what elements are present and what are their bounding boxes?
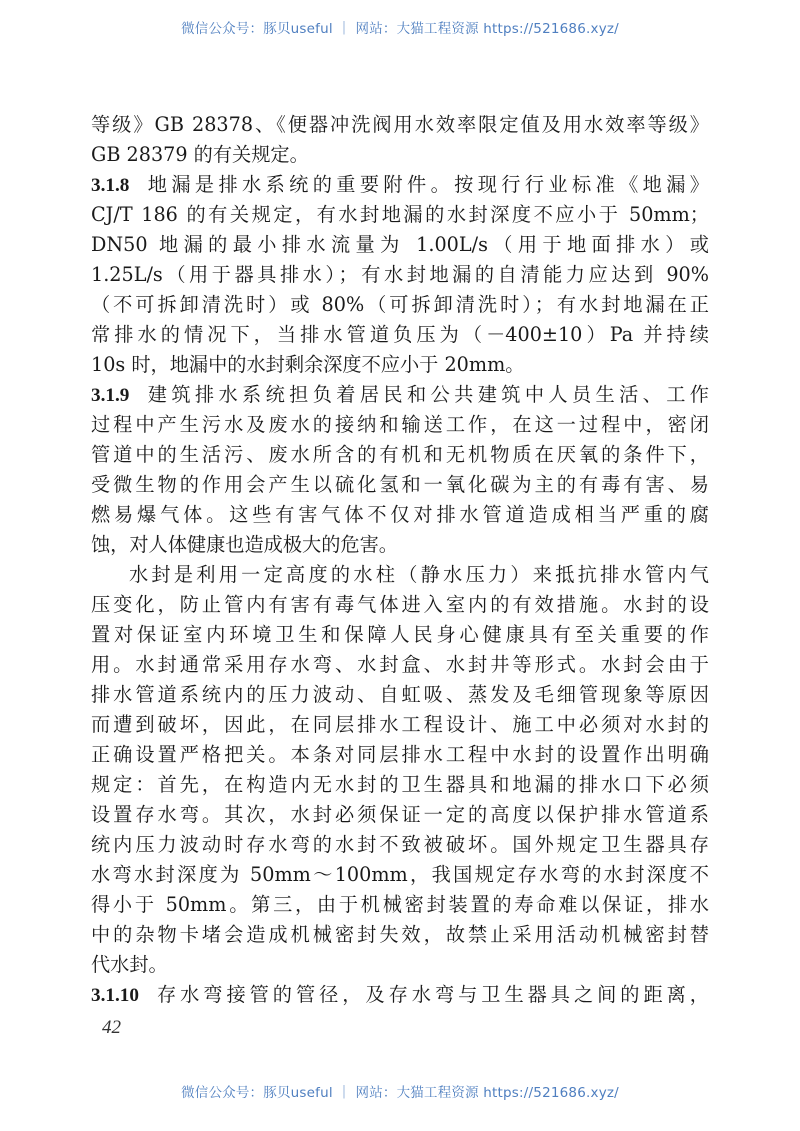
watermark-bottom: 微信公众号：豚贝useful ｜ 网站：大猫工程资源 https://521686.xyz/ bbox=[181, 1085, 619, 1101]
body-text-line bbox=[91, 500, 709, 530]
section-heading-line bbox=[91, 980, 709, 1010]
section-heading-line bbox=[91, 170, 709, 200]
line-text: 排水管道系统内的压力波动、自虹吸、蒸发及毛细管现象等原因 bbox=[91, 683, 709, 706]
section-number: 3.1.8 bbox=[91, 175, 130, 196]
section-number: 3.1.10 bbox=[91, 985, 139, 1006]
line-text: 中的杂物卡堵会造成机械密封失效，故禁止采用活动机械密封替 bbox=[91, 923, 709, 946]
body-text-line bbox=[91, 140, 709, 170]
body-text-line bbox=[91, 590, 709, 620]
line-text: 压变化，防止管内有害有毒气体进入室内的有效措施。水封的设 bbox=[91, 593, 709, 616]
body-text-line bbox=[91, 800, 709, 830]
line-text: 蚀，对人体健康也造成极大的危害。 bbox=[91, 533, 398, 556]
line-text: 统内压力波动时存水弯的水封不致被破坏。国外规定卫生器具存 bbox=[91, 833, 709, 856]
body-text-line bbox=[91, 200, 709, 230]
line-text: 置对保证室内环境卫生和保障人民身心健康具有至关重要的作 bbox=[91, 623, 709, 646]
body-text-line bbox=[91, 740, 709, 770]
body-text-line bbox=[91, 110, 709, 140]
body-text-line bbox=[91, 260, 709, 290]
body-text-line bbox=[91, 620, 709, 650]
line-text: GB 28379 的有关规定。 bbox=[91, 143, 309, 166]
line-text: 地漏是排水系统的重要附件。按现行行业标准《地漏》 bbox=[143, 173, 709, 196]
body-text-line bbox=[91, 560, 709, 590]
line-text: 得小于 50mm。第三，由于机械密封装置的寿命难以保证，排水 bbox=[91, 893, 709, 916]
section-heading-line bbox=[91, 380, 709, 410]
body-text-line bbox=[91, 890, 709, 920]
line-text: 水封是利用一定高度的水柱（静水压力）来抵抗排水管内气 bbox=[129, 563, 709, 586]
line-text: 代水封。 bbox=[91, 953, 168, 976]
line-text: 用。水封通常采用存水弯、水封盒、水封井等形式。水封会由于 bbox=[91, 653, 709, 676]
line-text: （不可拆卸清洗时）或 80%（可拆卸清洗时）；有水封地漏在正 bbox=[91, 293, 709, 316]
line-text: 受微生物的作用会产生以硫化氢和一氧化碳为主的有毒有害、易 bbox=[91, 473, 709, 496]
body-text-line bbox=[91, 320, 709, 350]
body-text-line bbox=[91, 350, 709, 380]
watermark-top: 微信公众号：豚贝useful ｜ 网站：大猫工程资源 https://521686.xyz/ bbox=[181, 21, 619, 37]
section-number: 3.1.9 bbox=[91, 385, 130, 406]
body-text-line bbox=[91, 440, 709, 470]
line-text: 存水弯接管的管径，及存水弯与卫生器具之间的距离， bbox=[152, 983, 709, 1006]
line-text: 而遭到破坏，因此，在同层排水工程设计、施工中必须对水封的 bbox=[91, 713, 709, 736]
body-text-line bbox=[91, 410, 709, 440]
body-text-line bbox=[91, 920, 709, 950]
body-text-line bbox=[91, 950, 709, 980]
body-text-line bbox=[91, 830, 709, 860]
body-text-line bbox=[91, 650, 709, 680]
page-number: 42 bbox=[102, 1017, 121, 1038]
body-text-line bbox=[91, 230, 709, 260]
body-text-line bbox=[91, 770, 709, 800]
line-text: CJ/T 186 的有关规定，有水封地漏的水封深度不应小于 50mm； bbox=[91, 203, 709, 226]
line-text: 燃易爆气体。这些有害气体不仅对排水管道造成相当严重的腐 bbox=[91, 503, 709, 526]
body-text-line bbox=[91, 530, 709, 560]
line-text: 设置存水弯。其次，水封必须保证一定的高度以保护排水管道系 bbox=[91, 803, 709, 826]
body-text-line bbox=[91, 290, 709, 320]
line-text: 正确设置严格把关。本条对同层排水工程中水封的设置作出明确 bbox=[91, 743, 709, 766]
line-text: 10s 时，地漏中的水封剩余深度不应小于 20mm。 bbox=[91, 353, 525, 376]
line-text: 水弯水封深度为 50mm～100mm，我国规定存水弯的水封深度不 bbox=[91, 863, 709, 886]
body-text-line bbox=[91, 860, 709, 890]
line-text: 1.25L/s（用于器具排水）；有水封地漏的自清能力应达到 90% bbox=[91, 263, 709, 286]
line-text: DN50 地漏的最小排水流量为 1.00L/s（用于地面排水）或 bbox=[91, 233, 709, 256]
body-text-line bbox=[91, 680, 709, 710]
body-text-line bbox=[91, 710, 709, 740]
line-text: 过程中产生污水及废水的接纳和输送工作，在这一过程中，密闭 bbox=[91, 413, 709, 436]
line-text: 规定：首先，在构造内无水封的卫生器具和地漏的排水口下必须 bbox=[91, 773, 709, 796]
document-body bbox=[91, 110, 709, 1010]
line-text: 建筑排水系统担负着居民和公共建筑中人员生活、工作 bbox=[143, 383, 709, 406]
line-text: 管道中的生活污、废水所含的有机和无机物质在厌氧的条件下， bbox=[91, 443, 709, 466]
line-text: 等级》GB 28378、《便器冲洗阀用水效率限定值及用水效率等级》 bbox=[91, 113, 709, 136]
body-text-line bbox=[91, 470, 709, 500]
line-text: 常排水的情况下，当排水管道负压为（－400±10）Pa 并持续 bbox=[91, 323, 709, 346]
